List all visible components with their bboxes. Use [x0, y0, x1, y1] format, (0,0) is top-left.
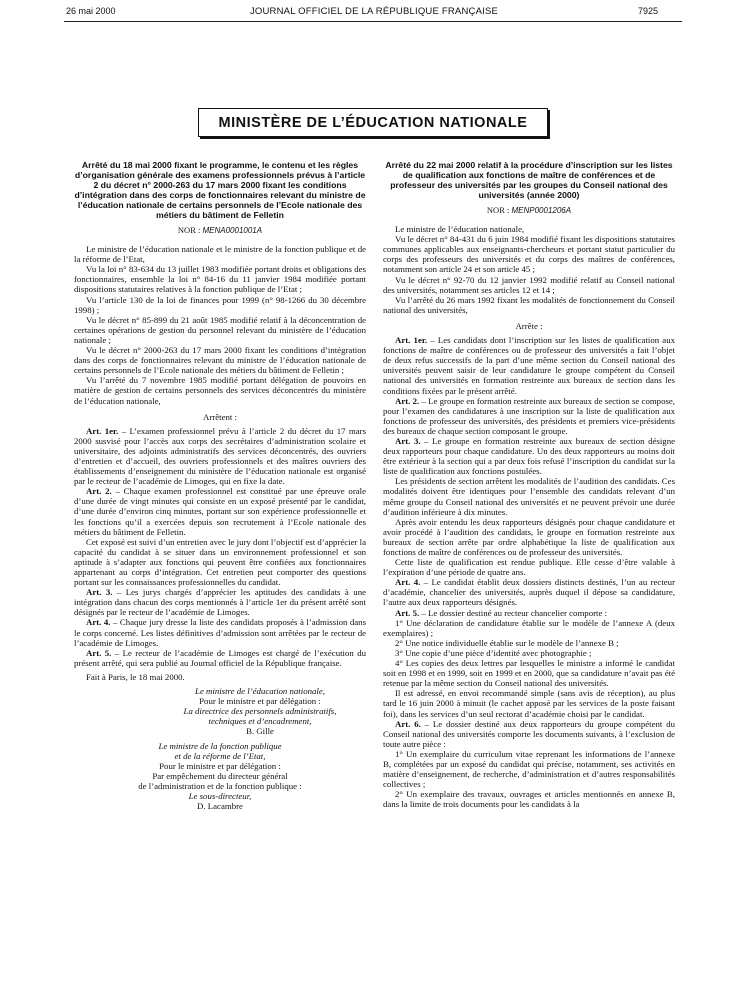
- article-text: – Le groupe en formation restreinte aux bureaux de section désigne deux rapporteurs pour chaque candidature. Un des deux rapporteurs au moins doit être extérieur à la section qui a par deux fois refusé l’inscription du candidat sur la liste de qualification aux fonctions postulées.: [383, 435, 676, 477]
- article-text: 2° Une notice individuelle établie sur le modèle de l’annexe B ;: [395, 637, 619, 648]
- paragraph: [383, 638, 675, 648]
- article-number: Art. 4.: [86, 617, 111, 628]
- article-paragraph: [383, 719, 675, 749]
- paragraph: [74, 537, 366, 587]
- article-paragraph: [74, 426, 366, 487]
- preamble-paragraph: Vu l’arrêté du 26 mars 1992 fixant les modalités de fonctionnement du Conseil national des universités,: [383, 294, 675, 315]
- article-paragraph: [383, 608, 675, 618]
- signature-delegation: Pour le ministre et par délégation :: [199, 696, 321, 707]
- signature-subtitle: La directrice des personnels administratifs,: [183, 706, 337, 717]
- article-paragraph: [383, 436, 675, 476]
- nor-reference: [74, 225, 366, 236]
- nor-code: MENA0001001A: [202, 226, 263, 235]
- signature-name: D. Lacambre: [197, 801, 243, 812]
- ministry-banner: [198, 108, 548, 137]
- article-text: – Le dossier destiné au recteur chancelier comporte :: [419, 607, 608, 618]
- signature-block-fonction-publique: [74, 741, 366, 812]
- left-column: [74, 160, 366, 811]
- article-text: – Les jurys chargés d’apprécier les aptitudes des candidats à une intégration dans chacun des corps mentionnés à l’article 1er du présent arrêté sont désignés par le recteur de l’académie de Limoges.: [74, 587, 366, 618]
- article-paragraph: [74, 587, 366, 617]
- article-text: 2° Un exemplaire des travaux, ouvrages et articles mentionnés en annexe B, dans la limite de trois documents pour les candidats à la: [383, 789, 675, 810]
- preamble-paragraph: Vu le décret n° 92-70 du 12 janvier 1992 modifié relatif au Conseil national des universités, notamment ses articles 12 et 14 ;: [383, 274, 675, 295]
- article-text: – L’examen professionnel prévu à l’article 2 du décret du 17 mars 2000 susvisé pour l’accès aux corps des secrétaires d’administration scolaire et universitaire, des adjoints administratifs des services déconcentrés, des ouvriers d’entretien et d’accueil, des ouvriers professionnels et des maîtres ouvriers des établissements d’enseignement du ministère de l’éducation nationale est organisé par le recteur de l’académie de Limoges, qui en fixe la date.: [74, 425, 366, 487]
- header-rule: [64, 21, 682, 22]
- header-journal-title: JOURNAL OFFICIEL DE LA RÉPUBLIQUE FRANÇAISE: [249, 6, 499, 17]
- article-paragraph: [74, 486, 366, 536]
- preamble-paragraph: Vu le décret n° 85-899 du 21 août 1985 modifié relatif à la déconcentration de certaines opérations de gestion du personnel relevant du ministère de l’éducation nationale ;: [74, 314, 366, 345]
- signature-name: B. Gille: [246, 726, 274, 737]
- article-text: 4° Les copies des deux lettres par lesquelles le ministre a informé le candidat soit en 1998 et en 1999, soit en 1999 et en 2000, que sa candidature n’avait pas été retenue par la même section du Conseil national des universités.: [383, 658, 675, 689]
- article-text: Il est adressé, en envoi recommandé simple (sans avis de réception), au plus tard le 16 juin 2000 à minuit (le cachet apposé par les services de la poste faisant foi), dans les services d’un seul rectorat d’académie choisi par le candidat.: [383, 688, 675, 719]
- paragraph: [383, 648, 675, 658]
- nor-label: NOR :: [486, 205, 512, 215]
- preamble-paragraph: Vu le décret n° 2000-263 du 17 mars 2000 fixant les conditions d’intégration dans des corps de fonctionnaires relevant du ministre de l’éducation nationale de certains personnels de l’Ecole nationale des métiers du bâtiment de Felletin ;: [74, 345, 366, 376]
- article-number: Art. 5.: [86, 647, 112, 658]
- article-number: Art. 2.: [86, 486, 112, 497]
- header-date: 26 mai 2000: [66, 6, 116, 16]
- signature-date: Fait à Paris, le 18 mai 2000.: [86, 671, 185, 682]
- header-page-number: 7925: [638, 6, 659, 16]
- signature-subtitle: techniques et d’encadrement,: [208, 716, 312, 727]
- article-paragraph: [74, 617, 366, 647]
- nor-code: MENP0001206A: [511, 206, 572, 215]
- article-text: Les présidents de section arrêtent les modalités de l’audition des candidats. Ces modalités doivent être identiques pour l’ensemble des candidats relevant d’un même groupe du Conseil national des universités et ne peuvent prévoir une durée d’audition inférieure à dix minutes.: [383, 476, 675, 517]
- preamble-paragraph: Le ministre de l’éducation nationale et le ministre de la fonction publique et de la réforme de l’Etat,: [74, 244, 366, 265]
- article-text: Cet exposé est suivi d’un entretien avec le jury dont l’objectif est d’apprécier la capacité du candidat à se situer dans un environnement professionnel et son aptitude à s’adapter aux fonctions qui peuvent être confiées aux fonctionnaires appartenant au corps d’intégration. Cet entretien peut comporter des questions portant sur les connaissances professionnelles du candidat.: [74, 536, 366, 588]
- page-header: [0, 0, 748, 22]
- right-column: [383, 160, 675, 809]
- paragraph: [383, 749, 675, 789]
- signature-delegation: Pour le ministre et par délégation :: [159, 760, 281, 771]
- preamble-paragraph: Vu l’arrêté du 7 novembre 1985 modifié portant délégation de pouvoirs en matière de gestion de certains personnels des services déconcentrés du ministère de l’éducation nationale,: [74, 375, 366, 406]
- signature-role: Le ministre de l’éducation nationale,: [195, 686, 325, 697]
- article-text: Cette liste de qualification est rendue publique. Elle cesse d’être valable à l’expiration d’une période de quatre ans.: [383, 557, 675, 578]
- decree-title: Arrêté du 18 mai 2000 fixant le programme, le contenu et les règles d’organisation générale des examens professionnels prévus à l’article 2 du décret n° 2000-263 du 17 mars 2000 fixant les conditions d’intégration dans des corps de fonctionnaires relevant du ministre de l’éducation nationale de certains personnels de l’Ecole nationale des métiers du bâtiment de Felletin: [74, 160, 366, 220]
- article-text: – Chaque jury dresse la liste des candidats proposés à l’admission dans le corps concerné. Les listes définitives d’admission sont arrêtées par le recteur de l’académie de Limoges.: [74, 617, 366, 648]
- paragraph: [383, 517, 675, 557]
- signature-empechement: de l’administration et de la fonction publique :: [138, 780, 302, 791]
- article-text: 1° Un exemplaire du curriculum vitae reprenant les informations de l’annexe B, complétées par un exposé du candidat qui précise, notamment, ses activités en matière d’enseignement, de recherche, d’administration et d’autres responsabilités collectives ;: [383, 748, 675, 790]
- article-number: Art. 5.: [395, 607, 420, 618]
- preamble-paragraph: Vu la loi n° 83-634 du 13 juillet 1983 modifiée portant droits et obligations des fonctionnaires, ensemble la loi n° 84-16 du 11 janvier 1984 modifiée portant dispositions statutaires relatives à la fonction publique de l’Etat ;: [74, 264, 366, 295]
- article-text: 3° Une copie d’une pièce d’identité avec photographie ;: [395, 647, 592, 658]
- article-text: – Les candidats dont l’inscription sur les listes de qualification aux fonctions de maître de conférences ou de professeur des universités a fait l’objet de deux refus successifs de la part d’une même section du Conseil national des universités peuvent saisir de leur candidature le groupe compétent du Conseil national des universités en formation restreinte aux bureaux de section dans les conditions fixées par le présent arrêté.: [383, 335, 675, 396]
- preamble-paragraph: Le ministre de l’éducation nationale,: [395, 224, 525, 235]
- signature-subtitle: Le sous-directeur,: [188, 790, 252, 801]
- article-paragraph: [383, 577, 675, 607]
- article-text: Après avoir entendu les deux rapporteurs désignés pour chaque candidature et avoir procédé à l’audition des candidats, le groupe en formation restreinte aux bureaux de section arrête par ordre alphabétique la liste de qualification aux fonctions de maître de conférences ou de professeur des universités.: [383, 516, 675, 557]
- signature-empechement: Par empêchement du directeur général: [152, 770, 288, 781]
- nor-label: NOR :: [177, 225, 203, 235]
- arrete-heading: Arrête :: [515, 320, 543, 331]
- preamble-paragraph: Vu le décret n° 84-431 du 6 juin 1984 modifié fixant les dispositions statutaires communes applicables aux enseignants-chercheurs et portant statut particulier du corps des professeurs des universités et du corps des maîtres de conférences, notamment son article 24 et son article 45 ;: [383, 234, 675, 275]
- article-number: Art. 4.: [395, 577, 421, 588]
- article-number: Art. 3.: [86, 587, 113, 598]
- article-number: Art. 1er.: [395, 335, 428, 346]
- paragraph: [383, 618, 675, 638]
- article-number: Art. 3.: [395, 435, 421, 446]
- signature-role: Le ministre de la fonction publique: [158, 740, 282, 751]
- article-text: 1° Une déclaration de candidature établie sur le modèle de l’annexe A (deux exemplaires) ;: [383, 617, 675, 638]
- article-text: – Chaque examen professionnel est constitué par une épreuve orale d’une durée de vingt minutes qui consiste en un exposé présenté par le candidat, d’une durée d’environ cinq minutes, portant sur son expérience professionnelle et les fonctions qu’il a exercées depuis son recrutement à l’Ecole nationale des métiers du bâtiment de Felletin.: [74, 486, 366, 537]
- paragraph: [383, 789, 675, 809]
- paragraph: [383, 476, 675, 516]
- ministry-title: MINISTÈRE DE L’ÉDUCATION NATIONALE: [218, 114, 528, 131]
- article-paragraph: [74, 648, 366, 668]
- article-number: Art. 6.: [395, 718, 421, 729]
- paragraph: [383, 557, 675, 577]
- article-text: – Le groupe en formation restreinte aux bureaux de section se compose, pour l’examen des candidatures à une inscription sur la liste de qualification aux fonctions de professeur des universités, des présidents et premiers vice-présidents des bureaux de chaque section composant le groupe.: [383, 395, 676, 436]
- nor-reference: [383, 205, 675, 216]
- article-number: Art. 2.: [395, 395, 420, 406]
- paragraph: [383, 688, 675, 718]
- article-paragraph: [383, 335, 675, 396]
- article-text: – Le recteur de l’académie de Limoges est chargé de l’exécution du présent arrêté, qui sera publié au Journal officiel de la République française.: [74, 647, 366, 668]
- article-text: – Le dossier destiné aux deux rapporteurs du groupe compétent du Conseil national des universités comporte les documents suivants, à l’exclusion de toute autre pièce :: [383, 718, 676, 749]
- article-paragraph: [383, 396, 675, 436]
- article-text: – Le candidat établit deux dossiers distincts destinés, l’un au recteur d’académie, chancelier des universités, auprès duquel il dépose sa candidature, l’autre aux deux rapporteurs désignés.: [383, 577, 675, 608]
- signature-block-education: [74, 686, 366, 736]
- preamble-paragraph: Vu l’article 130 de la loi de finances pour 1999 (n° 98-1266 du 30 décembre 1998) ;: [74, 294, 366, 315]
- signature-role: et de la réforme de l’Etat,: [174, 750, 266, 761]
- paragraph: [383, 658, 675, 688]
- article-number: Art. 1er.: [86, 425, 119, 436]
- decree-title: Arrêté du 22 mai 2000 relatif à la procédure d’inscription sur les listes de qualification aux fonctions de maître de conférences et de professeur des universités par les groupes du Conseil national des universités (année 2000): [385, 160, 673, 200]
- arrete-heading: Arrêtent :: [203, 411, 237, 422]
